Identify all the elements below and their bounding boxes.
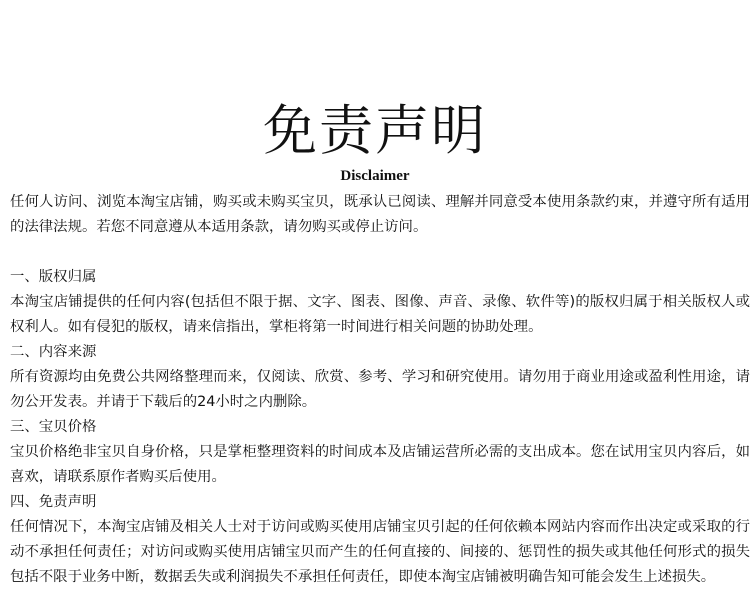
intro-paragraph: 任何人访问、浏览本淘宝店铺，购买或未购买宝贝，既承认已阅读、理解并同意受本使用条款约束，并遵守所有适用的法律法规。若您不同意遵从本适用条款，请勿购买或停止访问。 <box>10 194 750 235</box>
section-heading-disclaimer: 四、免责声明 <box>10 494 97 510</box>
section-body-disclaimer: 任何情况下，本淘宝店铺及相关人士对于访问或购买使用店铺宝贝引起的任何依赖本网站内容而作出决定或采取的行动不承担任何责任；对访问或购买使用店铺宝贝而产生的任何直接的、间接的、惩罚性的损失或其他任何形式的损失包括不限于业务中断，数据丢失或利润损失不承担任何责任，即使本淘宝店铺被明确告知可能会发生上述损失。 <box>10 519 750 585</box>
section-body-source: 所有资源均由免费公共网络整理而来，仅阅读、欣赏、参考、学习和研究使用。请勿用于商业用途或盈利性用途，请勿公开发表。并请于下载后的24小时之内删除。 <box>10 369 750 410</box>
paragraph-spacer <box>10 240 750 265</box>
section-heading-copyright: 一、版权归属 <box>10 269 97 285</box>
section-heading-source: 二、内容来源 <box>10 344 97 360</box>
page-title: 免责声明 <box>263 99 487 162</box>
disclaimer-content <box>10 190 750 590</box>
page-subtitle: Disclaimer <box>340 168 410 184</box>
section-body-copyright: 本淘宝店铺提供的任何内容(包括但不限于据、文字、图表、图像、声音、录像、软件等)的版权归属于相关版权人或权利人。如有侵犯的版权，请来信指出，掌柜将第一时间进行相关问题的协助处理。 <box>10 294 750 335</box>
section-heading-price: 三、宝贝价格 <box>10 419 97 435</box>
section-body-price: 宝贝价格绝非宝贝自身价格，只是掌柜整理资料的时间成本及店铺运营所必需的支出成本。您在试用宝贝内容后，如喜欢，请联系原作者购买后使用。 <box>10 444 750 485</box>
